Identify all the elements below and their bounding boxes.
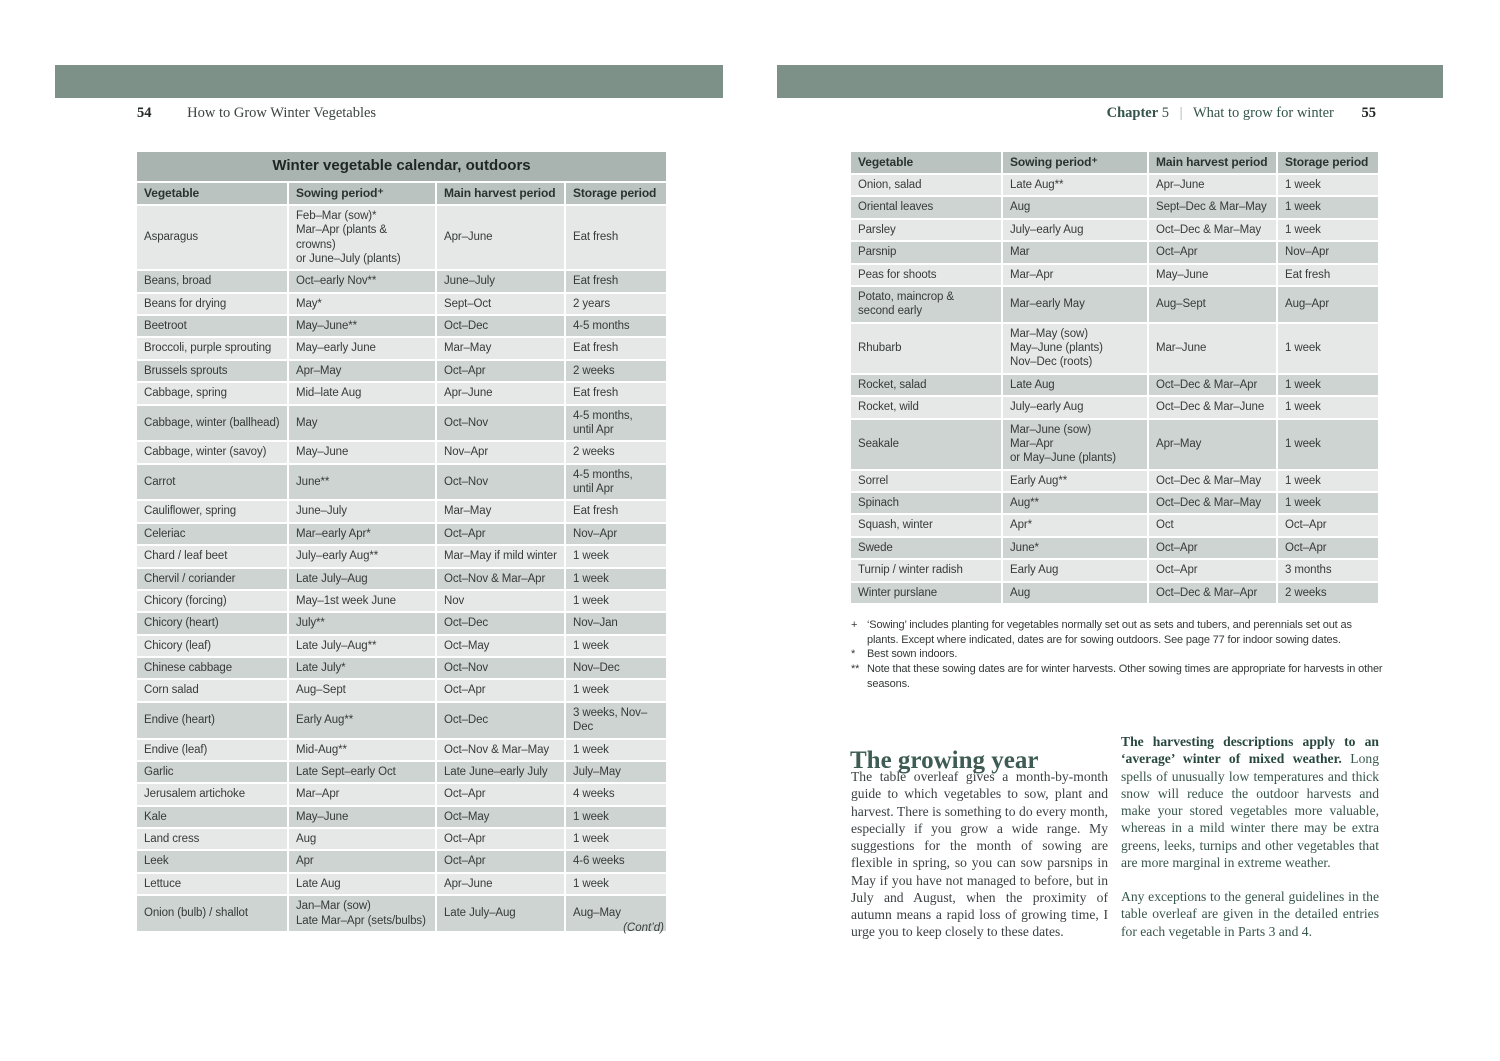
table-cell: 4-5 months, until Apr xyxy=(566,465,666,500)
table-row xyxy=(137,206,666,270)
table-cell: Winter purslane xyxy=(851,583,1001,603)
table-cell: 1 week xyxy=(566,807,666,827)
table-row xyxy=(137,658,666,678)
table-cell: May–June xyxy=(289,442,435,462)
table-cell: 3 months xyxy=(1278,560,1378,580)
table-row xyxy=(137,636,666,656)
footnote-marker: + xyxy=(851,619,858,631)
table-cell: Endive (leaf) xyxy=(137,740,287,760)
table-cell: Nov xyxy=(437,591,564,611)
table-cell: Onion (bulb) / shallot xyxy=(137,896,287,931)
table-cell: Peas for shoots xyxy=(851,265,1001,285)
table-cell: 2 weeks xyxy=(566,442,666,462)
table-cell: Oct–Apr xyxy=(1149,242,1276,262)
table-cell: May–June xyxy=(289,807,435,827)
table-cell: Potato, maincrop & second early xyxy=(851,287,1001,322)
table-cell: Oct–Apr xyxy=(437,524,564,544)
table-cell: Aug–May xyxy=(566,896,666,931)
table-cell: Eat fresh xyxy=(566,383,666,403)
table-cell: Early Aug xyxy=(1003,560,1147,580)
footnote-text: ‘Sowing’ includes planting for vegetables normally set out as sets and tubers, and perennials set out as plants. Except where indicated, dates are for sowing outdoors. See page 77 for indoor sowing dates. xyxy=(867,619,1352,646)
table-cell: Apr–May xyxy=(1149,420,1276,469)
table-row xyxy=(137,406,666,441)
table-title: Winter vegetable calendar, outdoors xyxy=(137,152,666,181)
section-heading-growing-year: The growing year xyxy=(850,746,1039,774)
table-cell: June* xyxy=(1003,538,1147,558)
table-row xyxy=(851,538,1378,558)
table-cell: 4-6 weeks xyxy=(566,851,666,871)
table-cell: Asparagus xyxy=(137,206,287,270)
footnote-marker: * xyxy=(851,648,856,661)
table-row xyxy=(851,515,1378,535)
table-cell: Oct–Nov xyxy=(437,406,564,441)
table-row xyxy=(137,316,666,336)
table-cell: Mar–May (sow) May–June (plants) Nov–Dec (roots) xyxy=(1003,324,1147,373)
table-cell: Rocket, wild xyxy=(851,397,1001,417)
table-cell: Mar–June (sow) Mar–Apr or May–June (plants) xyxy=(1003,420,1147,469)
harvesting-descriptions-paragraph xyxy=(1121,733,1379,871)
table-cell: 1 week xyxy=(566,591,666,611)
growing-year-column-2 xyxy=(1121,733,1379,940)
footnote-text: Best sown indoors. xyxy=(867,648,958,661)
table-cell: Mar–June xyxy=(1149,324,1276,373)
table-cell: Oct–Apr xyxy=(437,361,564,381)
table-cell: Onion, salad xyxy=(851,175,1001,195)
table-cell: Celeriac xyxy=(137,524,287,544)
table-cell: 1 week xyxy=(1278,471,1378,491)
column-header-storage-period: Storage period xyxy=(1278,152,1378,173)
table-cell: May xyxy=(289,406,435,441)
table-cell: 1 week xyxy=(1278,220,1378,240)
table-cell: Late Sept–early Oct xyxy=(289,762,435,782)
column-header-row xyxy=(851,152,1378,173)
table-cell: Parsley xyxy=(851,220,1001,240)
table-row xyxy=(137,442,666,462)
table-row xyxy=(851,324,1378,373)
table-row xyxy=(137,501,666,521)
table-cell: July** xyxy=(289,613,435,633)
harvesting-paragraph-rest: Long spells of unusually low temperatures and thick snow will reduce the outdoor harvests and make your stored vegetables more valuable, whereas in a mild winter there may be extra greens, leeks, turnips and other vegetables that are more marginal in extreme weather. xyxy=(1121,751,1379,870)
table-cell: Beetroot xyxy=(137,316,287,336)
table-row xyxy=(851,493,1378,513)
table-cell: June–July xyxy=(289,501,435,521)
table-cell: Oct–Nov & Mar–May xyxy=(437,740,564,760)
table-row xyxy=(137,294,666,314)
table-cell: Chicory (heart) xyxy=(137,613,287,633)
table-cell: Eat fresh xyxy=(1278,265,1378,285)
table-cell: Mar–May if mild winter xyxy=(437,546,564,566)
table-cell: Chicory (leaf) xyxy=(137,636,287,656)
table-row xyxy=(137,271,666,291)
table-cell: Corn salad xyxy=(137,680,287,700)
table-row xyxy=(137,524,666,544)
exceptions-paragraph: Any exceptions to the general guidelines in the table overleaf are given in the detailed entries for each vegetable in Parts 3 and 4. xyxy=(1121,889,1379,939)
table-cell: Oriental leaves xyxy=(851,197,1001,217)
table-cell: Aug–Sept xyxy=(289,680,435,700)
table-cell: Eat fresh xyxy=(566,501,666,521)
table-cell: 1 week xyxy=(566,546,666,566)
table-cell: Late Aug xyxy=(289,874,435,894)
table-cell: Oct–Dec xyxy=(437,703,564,738)
table-cell: 1 week xyxy=(566,680,666,700)
table-cell: Mar–Apr xyxy=(289,784,435,804)
page-left-running-head xyxy=(137,105,376,122)
table-cell: Early Aug** xyxy=(289,703,435,738)
footnote-winter-harvest-dates xyxy=(851,662,1384,691)
table-row xyxy=(851,471,1378,491)
table-cell: Cabbage, spring xyxy=(137,383,287,403)
table-cell: Lettuce xyxy=(137,874,287,894)
table-cell: Sept–Oct xyxy=(437,294,564,314)
table-row xyxy=(851,375,1378,395)
table-cell: Chervil / coriander xyxy=(137,569,287,589)
page-right-header-bar xyxy=(777,65,1443,98)
table-cell: Parsnip xyxy=(851,242,1001,262)
table-cell: Broccoli, purple sprouting xyxy=(137,338,287,358)
table-row xyxy=(137,338,666,358)
table-cell: Late Aug** xyxy=(1003,175,1147,195)
table-cell: Rhubarb xyxy=(851,324,1001,373)
table-cell: May–1st week June xyxy=(289,591,435,611)
growing-year-column-1 xyxy=(851,768,1108,941)
table-cell: Apr–June xyxy=(437,874,564,894)
table-cell: Jerusalem artichoke xyxy=(137,784,287,804)
table-cell: Apr–June xyxy=(437,383,564,403)
page-left-header-bar xyxy=(55,65,723,98)
table-row xyxy=(851,420,1378,469)
table-row xyxy=(137,807,666,827)
chapter-label: Chapter xyxy=(1106,105,1159,121)
table-cell: Oct–Dec & Mar–Apr xyxy=(1149,583,1276,603)
continued-note: (Cont’d) xyxy=(623,922,664,934)
table-row xyxy=(137,591,666,611)
table-cell: Oct–May xyxy=(437,807,564,827)
table-cell: Oct–Apr xyxy=(437,851,564,871)
table-cell: Oct–Apr xyxy=(437,784,564,804)
table-cell: Oct–Dec & Mar–Apr xyxy=(1149,375,1276,395)
table-cell: Apr–May xyxy=(289,361,435,381)
column-header-vegetable: Vegetable xyxy=(137,183,287,204)
table-row xyxy=(851,242,1378,262)
table-cell: Beans, broad xyxy=(137,271,287,291)
table-row xyxy=(851,583,1378,603)
book-title: How to Grow Winter Vegetables xyxy=(187,105,377,121)
table-row xyxy=(137,740,666,760)
table-row xyxy=(137,546,666,566)
table-row xyxy=(137,703,666,738)
table-cell: Seakale xyxy=(851,420,1001,469)
table-cell: Aug–Apr xyxy=(1278,287,1378,322)
table-cell: Nov–Apr xyxy=(566,524,666,544)
table-cell: 2 weeks xyxy=(566,361,666,381)
footnote-text: Note that these sowing dates are for winter harvests. Other sowing times are appropriate for harvests in other seasons. xyxy=(867,662,1383,690)
table-cell: 1 week xyxy=(1278,175,1378,195)
running-head-separator: | xyxy=(1179,105,1183,121)
table-cell: 4-5 months, until Apr xyxy=(566,406,666,441)
table-cell: 1 week xyxy=(566,569,666,589)
table-cell: July–May xyxy=(566,762,666,782)
winter-vegetable-table-page54 xyxy=(135,150,668,933)
table-cell: Late June–early July xyxy=(437,762,564,782)
table-cell: Sept–Dec & Mar–May xyxy=(1149,197,1276,217)
table-cell: Garlic xyxy=(137,762,287,782)
table-cell: 2 weeks xyxy=(1278,583,1378,603)
table-cell: Endive (heart) xyxy=(137,703,287,738)
table-cell: May–June** xyxy=(289,316,435,336)
table-cell: Eat fresh xyxy=(566,271,666,291)
table-cell: May–June xyxy=(1149,265,1276,285)
table-cell: Mid–late Aug xyxy=(289,383,435,403)
table-cell: Oct–Dec & Mar–May xyxy=(1149,493,1276,513)
table-cell: Oct–Apr xyxy=(1278,515,1378,535)
table-cell: Oct–Dec & Mar–May xyxy=(1149,471,1276,491)
table-cell: Oct–Apr xyxy=(437,829,564,849)
page-right-running-head xyxy=(1107,105,1376,122)
table-cell: Aug xyxy=(1003,197,1147,217)
table-cell: Oct–Apr xyxy=(437,680,564,700)
footnote-marker: ** xyxy=(851,662,860,675)
table-cell: Squash, winter xyxy=(851,515,1001,535)
table-cell: Mar xyxy=(1003,242,1147,262)
table-cell: 1 week xyxy=(566,829,666,849)
column-header-main-harvest-period: Main harvest period xyxy=(437,183,564,204)
table-row xyxy=(137,829,666,849)
table-row xyxy=(137,465,666,500)
table-cell: Aug xyxy=(289,829,435,849)
table-row xyxy=(851,197,1378,217)
table-cell: Aug xyxy=(1003,583,1147,603)
winter-vegetable-table-page55 xyxy=(849,150,1380,605)
table-cell: Aug–Sept xyxy=(1149,287,1276,322)
table-cell: Oct–Apr xyxy=(1149,538,1276,558)
table-cell: June–July xyxy=(437,271,564,291)
page-number-right: 55 xyxy=(1361,105,1376,121)
table-cell: Eat fresh xyxy=(566,338,666,358)
table-cell: Apr–June xyxy=(437,206,564,270)
table-cell: Carrot xyxy=(137,465,287,500)
table-cell: Cauliflower, spring xyxy=(137,501,287,521)
table-cell: June** xyxy=(289,465,435,500)
table-cell: Cabbage, winter (savoy) xyxy=(137,442,287,462)
table-cell: 1 week xyxy=(1278,397,1378,417)
table-cell: Early Aug** xyxy=(1003,471,1147,491)
table-cell: Late July–Aug xyxy=(289,569,435,589)
table-cell: Oct–Dec & Mar–June xyxy=(1149,397,1276,417)
table-cell: Oct–Apr xyxy=(1149,560,1276,580)
table-cell: Mar–Apr xyxy=(1003,265,1147,285)
table-cell: Late July–Aug xyxy=(437,896,564,931)
table-cell: Apr* xyxy=(1003,515,1147,535)
table-row xyxy=(851,265,1378,285)
column-header-sowing-period: Sowing period⁺ xyxy=(1003,152,1147,173)
table-cell: Mar–May xyxy=(437,338,564,358)
column-header-vegetable: Vegetable xyxy=(851,152,1001,173)
table-cell: 3 weeks, Nov–Dec xyxy=(566,703,666,738)
table-cell: 1 week xyxy=(566,740,666,760)
table-cell: 1 week xyxy=(1278,493,1378,513)
table-cell: Late July* xyxy=(289,658,435,678)
table-cell: Chard / leaf beet xyxy=(137,546,287,566)
table-cell: Brussels sprouts xyxy=(137,361,287,381)
table-cell: Mid-Aug** xyxy=(289,740,435,760)
table-row xyxy=(137,762,666,782)
table-row xyxy=(137,874,666,894)
table-cell: 1 week xyxy=(1278,197,1378,217)
table-cell: Mar–early Apr* xyxy=(289,524,435,544)
table-cell: 4 weeks xyxy=(566,784,666,804)
column-header-main-harvest-period: Main harvest period xyxy=(1149,152,1276,173)
table-row xyxy=(851,397,1378,417)
column-header-sowing-period: Sowing period⁺ xyxy=(289,183,435,204)
table-cell: Oct xyxy=(1149,515,1276,535)
table-cell: Swede xyxy=(851,538,1001,558)
table-row xyxy=(137,784,666,804)
table-cell: Oct–Nov & Mar–Apr xyxy=(437,569,564,589)
table-row xyxy=(137,613,666,633)
table-cell: Cabbage, winter (ballhead) xyxy=(137,406,287,441)
table-cell: 1 week xyxy=(1278,420,1378,469)
table-cell: Chinese cabbage xyxy=(137,658,287,678)
column-header-row xyxy=(137,183,666,204)
table-cell: Oct–early Nov** xyxy=(289,271,435,291)
table-cell: 4-5 months xyxy=(566,316,666,336)
table-cell: 1 week xyxy=(1278,324,1378,373)
table-cell: 1 week xyxy=(566,636,666,656)
table-cell: 1 week xyxy=(1278,375,1378,395)
table-row xyxy=(851,175,1378,195)
footnote-sowing-definition xyxy=(851,618,1384,647)
table-cell: Oct–May xyxy=(437,636,564,656)
table-row xyxy=(851,560,1378,580)
table-cell: Beans for drying xyxy=(137,294,287,314)
table-row xyxy=(137,383,666,403)
table-cell: Oct–Dec xyxy=(437,316,564,336)
table-cell: Late July–Aug** xyxy=(289,636,435,656)
table-row xyxy=(137,569,666,589)
table-cell: Sorrel xyxy=(851,471,1001,491)
table-cell: Mar–May xyxy=(437,501,564,521)
table-cell: July–early Aug xyxy=(1003,220,1147,240)
table-cell: May* xyxy=(289,294,435,314)
table-cell: Nov–Jan xyxy=(566,613,666,633)
table-cell: Nov–Apr xyxy=(437,442,564,462)
table-cell: Oct–Apr xyxy=(1278,538,1378,558)
table-cell: July–early Aug** xyxy=(289,546,435,566)
table-row xyxy=(137,361,666,381)
table-cell: Late Aug xyxy=(1003,375,1147,395)
table-cell: Oct–Nov xyxy=(437,465,564,500)
table-cell: Nov–Dec xyxy=(566,658,666,678)
table-row xyxy=(851,220,1378,240)
table-cell: Oct–Dec xyxy=(437,613,564,633)
table-cell: Kale xyxy=(137,807,287,827)
table-cell: 2 years xyxy=(566,294,666,314)
table-cell: Turnip / winter radish xyxy=(851,560,1001,580)
table-cell: Jan–Mar (sow) Late Mar–Apr (sets/bulbs) xyxy=(289,896,435,931)
table-title-row xyxy=(137,152,666,181)
column-header-storage-period: Storage period xyxy=(566,183,666,204)
table-cell: Feb–Mar (sow)* Mar–Apr (plants & crowns) or June–July (plants) xyxy=(289,206,435,270)
table-cell: Apr xyxy=(289,851,435,871)
table-cell: Eat fresh xyxy=(566,206,666,270)
table-cell: Nov–Apr xyxy=(1278,242,1378,262)
table-cell: May–early June xyxy=(289,338,435,358)
table-cell: Oct–Dec & Mar–May xyxy=(1149,220,1276,240)
table-cell: Oct–Nov xyxy=(437,658,564,678)
chapter-number: 5 xyxy=(1161,105,1170,121)
page-number-left: 54 xyxy=(137,105,152,121)
table-footnotes xyxy=(851,618,1384,691)
table-cell: Spinach xyxy=(851,493,1001,513)
table-row xyxy=(851,287,1378,322)
table-cell: Rocket, salad xyxy=(851,375,1001,395)
chapter-title: What to grow for winter xyxy=(1192,105,1334,121)
table-cell: Chicory (forcing) xyxy=(137,591,287,611)
harvesting-bold-lead: The harvesting descriptions apply to an ‘average’ winter of mixed weather. xyxy=(1121,734,1379,767)
table-cell: Apr–June xyxy=(1149,175,1276,195)
table-cell: July–early Aug xyxy=(1003,397,1147,417)
table-row xyxy=(137,680,666,700)
table-cell: Aug** xyxy=(1003,493,1147,513)
footnote-best-sown-indoors xyxy=(851,647,1384,662)
table-cell: Land cress xyxy=(137,829,287,849)
table-row xyxy=(137,851,666,871)
table-cell: 1 week xyxy=(566,874,666,894)
table-cell: Mar–early May xyxy=(1003,287,1147,322)
table-cell: Leek xyxy=(137,851,287,871)
growing-year-paragraph: The table overleaf gives a month-by-month guide to which vegetables to sow, plant and harvest. There is something to do every month, especially if you grow a wide range. My suggestions for the month of sowing are flexible in spring, so you can sow parsnips in May if you have not managed to before, but in July and August, when the proximity of autumn means a rapid loss of growing time, I urge you to keep closely to these dates. xyxy=(851,769,1108,940)
